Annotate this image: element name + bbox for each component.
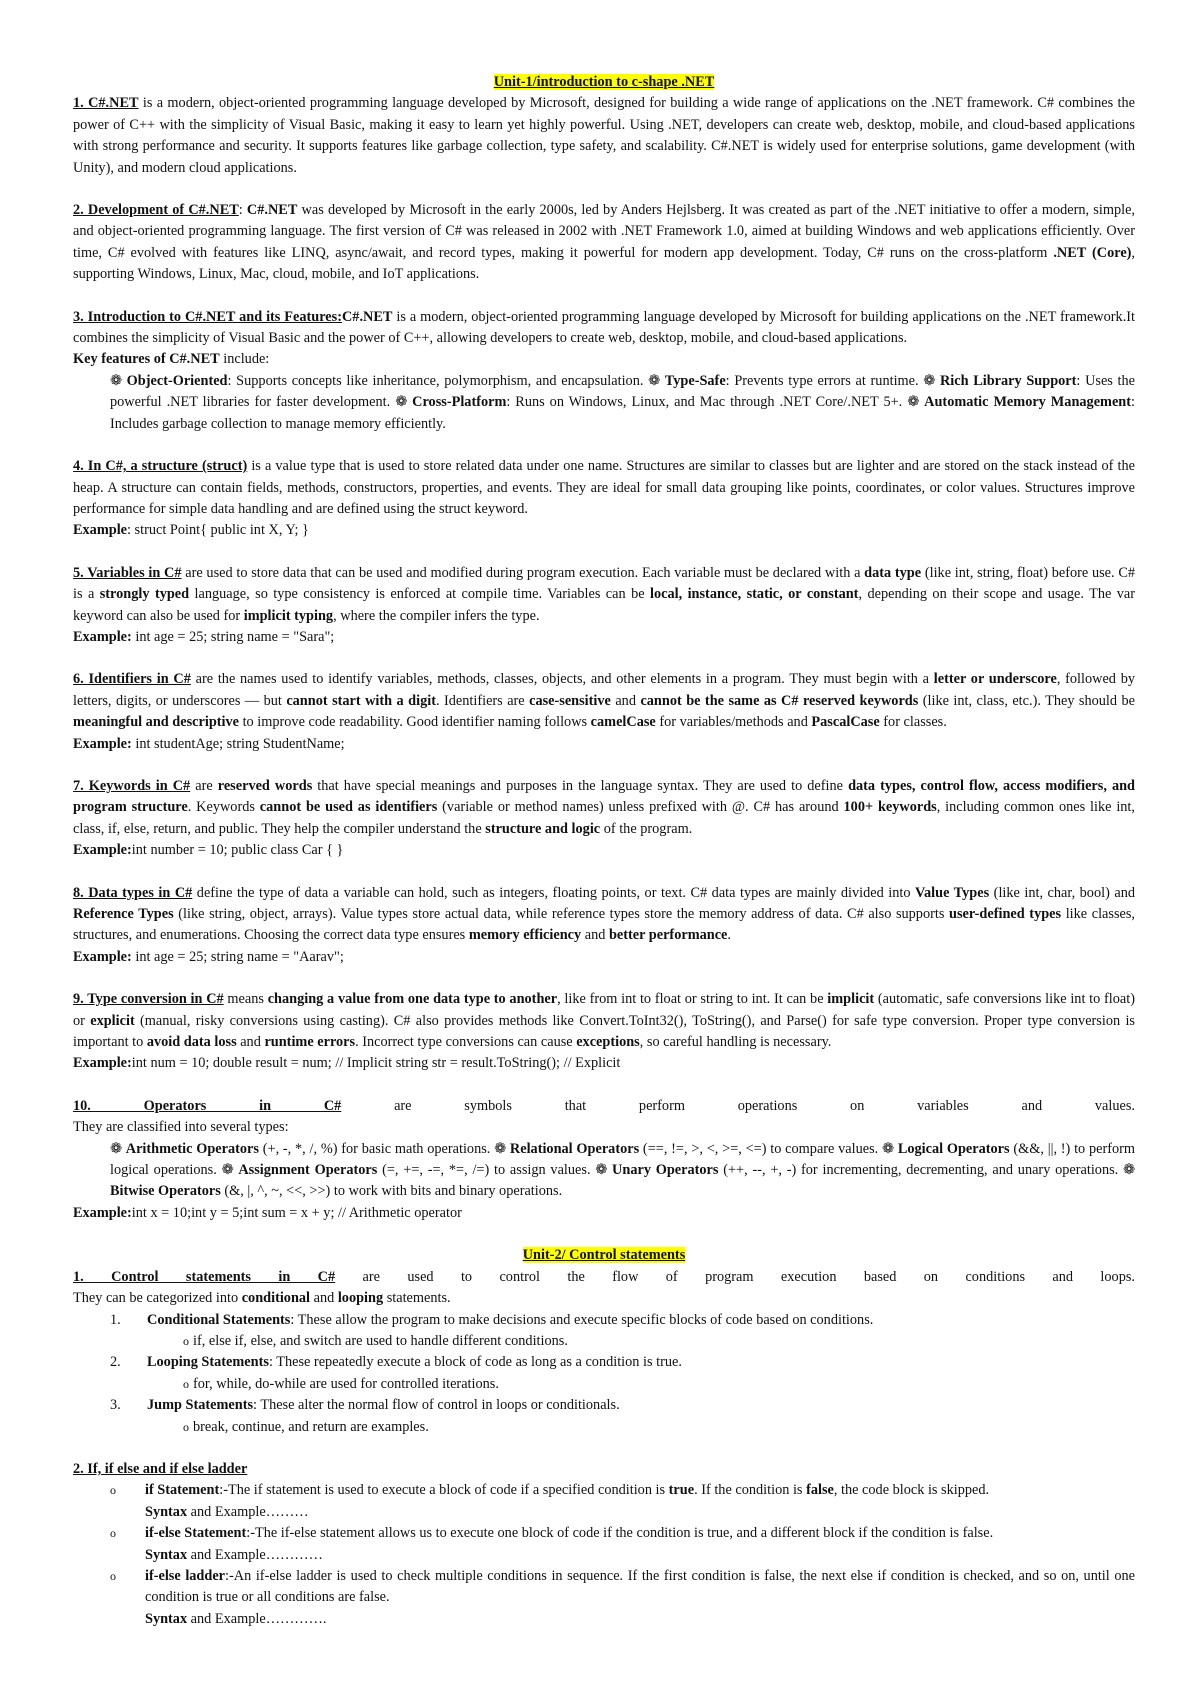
flower-bullet-icon: ❁: [595, 1162, 613, 1179]
circle-bullet-icon: o: [183, 1376, 189, 1391]
section-1: 1. C#.NET is a modern, object-oriented programming language developed by Microsoft, designed for building a wide range of applications on the .NET framework. C# combines the power of C++ with the simplicity of Visual Basic, making it easy to learn yet highly powerful. Using .NET, developers can create web, desktop, mobile, and cloud-based applications with strong performance and security. It supports features like garbage collection, type safety, and scalability. C#.NET is widely used for enterprise solutions, game development (with Unity), and modern cloud applications.: [73, 95, 1135, 176]
section-2: 2. Development of C#.NET: C#.NET was developed by Microsoft in the early 2000s, led by Anders Hejlsberg. It was created as part of the .NET initiative to offer a modern, simple, and object-oriented programming language. The first version of C# was released in 2002 with .NET Framework 1.0, aimed at building Windows and web applications efficiently. Over time, C# evolved with features like LINQ, async/await, and record types, making it powerful for modern app development. Today, C# runs on the cross-platform .NET (Core), supporting Windows, Linux, Mac, cloud, mobile, and IoT applications.: [73, 202, 1135, 283]
unit2-section-2-heading: 2. If, if else and if else ladder: [73, 1460, 248, 1477]
list-item: o if-else ladder:-An if-else ladder is used to check multiple conditions in sequence. If the first condition is false, the next else if condition is checked, and so on, until one condition is true or all conditions are false. Syntax and Example………….: [110, 1567, 1135, 1627]
list-item: 1. Conditional Statements: These allow the program to make decisions and execute specific blocks of code based on conditions.: [110, 1311, 874, 1328]
section-8-heading: 8. Data types in C#: [73, 884, 193, 901]
section-7-example: Example:int number = 10; public class Car { }: [73, 842, 344, 859]
list-item: o if-else Statement:-The if-else statement allows us to execute one block of code if the condition is true, and a different block if the condition is false. Syntax and Example…………: [110, 1525, 994, 1563]
section-6-heading: 6. Identifiers in C#: [73, 671, 191, 688]
section-10-heading: 10. Operators in C#: [73, 1097, 342, 1114]
list-subitem: o for, while, do-while are used for controlled iterations.: [73, 1374, 1135, 1395]
list-item: 3. Jump Statements: These alter the normal flow of control in loops or conditionals.: [110, 1397, 620, 1414]
flower-bullet-icon: ❁: [882, 1140, 898, 1157]
section-4-example: Example: struct Point{ public int X, Y; }: [73, 522, 309, 539]
list-item: o if Statement:-The if statement is used to execute a block of code if a specified condition is true. If the condition is false, the code block is skipped. Syntax and Example………: [110, 1482, 990, 1520]
section-7-heading: 7. Keywords in C#: [73, 777, 191, 794]
unit2-title: Unit-2/ Control statements: [522, 1247, 686, 1264]
circle-bullet-icon: o: [183, 1419, 189, 1434]
flower-bullet-icon: ❁: [494, 1140, 510, 1157]
section-3: 3. Introduction to C#.NET and its Features:C#.NET is a modern, object-oriented programming language developed by Microsoft for building applications on the .NET framework.It combines the simplicity of Visual Basic and the power of C++, allowing developers to create web, desktop, mobile, and cloud-based applications.: [73, 308, 1135, 347]
control-statements-list: [73, 1310, 1135, 1438]
section-10-example: Example:int x = 10;int y = 5;int sum = x + y; // Arithmetic operator: [73, 1204, 462, 1221]
list-subitem: o break, continue, and return are examples.: [73, 1417, 1135, 1438]
flower-bullet-icon: ❁: [395, 394, 413, 411]
section-10-intro: They are classified into several types:: [73, 1119, 289, 1136]
circle-bullet-icon: o: [110, 1483, 116, 1498]
circle-bullet-icon: o: [183, 1333, 189, 1348]
section-8: 8. Data types in C# define the type of data a variable can hold, such as integers, floating points, or text. C# data types are mainly divided into Value Types (like int, char, bool) and Reference Types (like string, object, arrays). Value types store actual data, while reference types store the memory address of data. C# also supports user-defined types like classes, structures, and enumerations. Choosing the correct data type ensures memory efficiency and better performance.: [73, 884, 1135, 944]
list-item: 2. Looping Statements: These repeatedly execute a block of code as long as a condition is true.: [110, 1354, 682, 1371]
list-subitem: o if, else if, else, and switch are used to handle different conditions.: [73, 1331, 1135, 1352]
section-6-example: Example: int studentAge; string StudentName;: [73, 735, 345, 752]
flower-bullet-icon: ❁: [923, 372, 940, 389]
section-1-heading: 1. C#.NET: [73, 95, 139, 112]
section-5-heading: 5. Variables in C#: [73, 564, 182, 581]
flower-bullet-icon: ❁: [907, 394, 925, 411]
section-9-heading: 9. Type conversion in C#: [73, 991, 224, 1008]
circle-bullet-icon: o: [110, 1526, 116, 1541]
flower-bullet-icon: ❁: [648, 372, 665, 389]
circle-bullet-icon: o: [110, 1568, 116, 1583]
key-features-list: ❁ Object-Oriented: Supports concepts like inheritance, polymorphism, and encapsulation. ❁ Type-Safe: Prevents type errors at runtime. ❁ Rich Library Support: Uses the powerful .NET libraries for faster development. ❁ Cross-Platform: Runs on Windows, Linux, and Mac through .NET Core/.NET 5+. ❁ Automatic Memory Management: Includes garbage collection to manage memory efficiently.: [110, 372, 1136, 432]
flower-bullet-icon: ❁: [1123, 1162, 1135, 1179]
operators-list: ❁ Arithmetic Operators (+, -, *, /, %) for basic math operations. ❁ Relational Operators (==, !=, >, <, >=, <=) to compare values. ❁ Logical Operators (&&, ||, !) to perform logical operations. ❁ Assignment Operators (=, +=, -=, *=, /=) to assign values. ❁ Unary Operators (++, --, +, -) for incrementing, decrementing, and unary operations. ❁ Bitwise Operators (&, |, ^, ~, <<, >>) to work with bits and binary operations.: [110, 1140, 1136, 1200]
section-7: 7. Keywords in C# are reserved words that have special meanings and purposes in the language syntax. They are used to define data types, control flow, access modifiers, and program structure. Keywords cannot be used as identifiers (variable or method names) unless prefixed with @. C# has around 100+ keywords, including common ones like int, class, if, else, return, and public. They help the compiler understand the structure and logic of the program.: [73, 777, 1135, 837]
key-features-label: Key features of C#.NET include:: [73, 351, 270, 368]
section-3-heading: 3. Introduction to C#.NET and its Features:: [73, 308, 342, 325]
flower-bullet-icon: ❁: [110, 372, 127, 389]
flower-bullet-icon: ❁: [110, 1140, 126, 1157]
section-10: 10. Operators in C# are symbols that perform operations on variables and values.: [73, 1097, 1135, 1114]
if-statements-list: [73, 1480, 1135, 1630]
document-page: [73, 72, 1135, 1630]
section-6: 6. Identifiers in C# are the names used to identify variables, methods, classes, objects, and other elements in a program. They must begin with a letter or underscore, followed by letters, digits, or underscores — but cannot start with a digit. Identifiers are case-sensitive and cannot be the same as C# reserved keywords (like int, class, etc.). They should be meaningful and descriptive to improve code readability. Good identifier naming follows camelCase for variables/methods and PascalCase for classes.: [73, 671, 1135, 731]
unit2-section-1: 1. Control statements in C# are used to control the flow of program execution based on conditions and loops.: [73, 1268, 1135, 1285]
section-4: 4. In C#, a structure (struct) is a value type that is used to store related data under one name. Structures are similar to classes but are lighter and are stored on the stack instead of the heap. A structure can contain fields, methods, constructors, properties, and events. They are ideal for small data grouping like points, coordinates, or color values. Structures improve performance for simple data handling and are defined using the struct keyword.: [73, 458, 1135, 517]
section-2-heading: 2. Development of C#.NET: [73, 202, 239, 219]
section-5: 5. Variables in C# are used to store data that can be used and modified during program execution. Each variable must be declared with a data type (like int, string, float) before use. C# is a strongly typed language, so type consistency is enforced at compile time. Variables can be local, instance, static, or constant, depending on their scope and usage. The var keyword can also be used for implicit typing, where the compiler infers the type.: [73, 564, 1136, 624]
unit2-section-1-heading: 1. Control statements in C#: [73, 1268, 336, 1285]
section-8-example: Example: int age = 25; string name = "Aarav";: [73, 948, 344, 965]
section-4-heading: 4. In C#, a structure (struct): [73, 458, 248, 475]
unit1-title: Unit-1/introduction to c-shape .NET: [493, 74, 715, 90]
flower-bullet-icon: ❁: [221, 1162, 239, 1179]
section-9: 9. Type conversion in C# means changing a value from one data type to another, like from int to float or string to int. It can be implicit (automatic, safe conversions like int to float) or explicit (manual, risky conversions using casting). C# also provides methods like Convert.ToInt32(), ToString(), and Parse() for safe type conversion. Proper type conversion is important to avoid data loss and runtime errors. Incorrect type conversions can cause exceptions, so careful handling is necessary.: [73, 991, 1135, 1051]
section-9-example: Example:int num = 10; double result = num; // Implicit string str = result.ToString(); // Explicit: [73, 1055, 621, 1072]
section-5-example: Example: int age = 25; string name = "Sara";: [73, 628, 335, 645]
unit2-section-1-intro: They can be categorized into conditional and looping statements.: [73, 1290, 451, 1307]
